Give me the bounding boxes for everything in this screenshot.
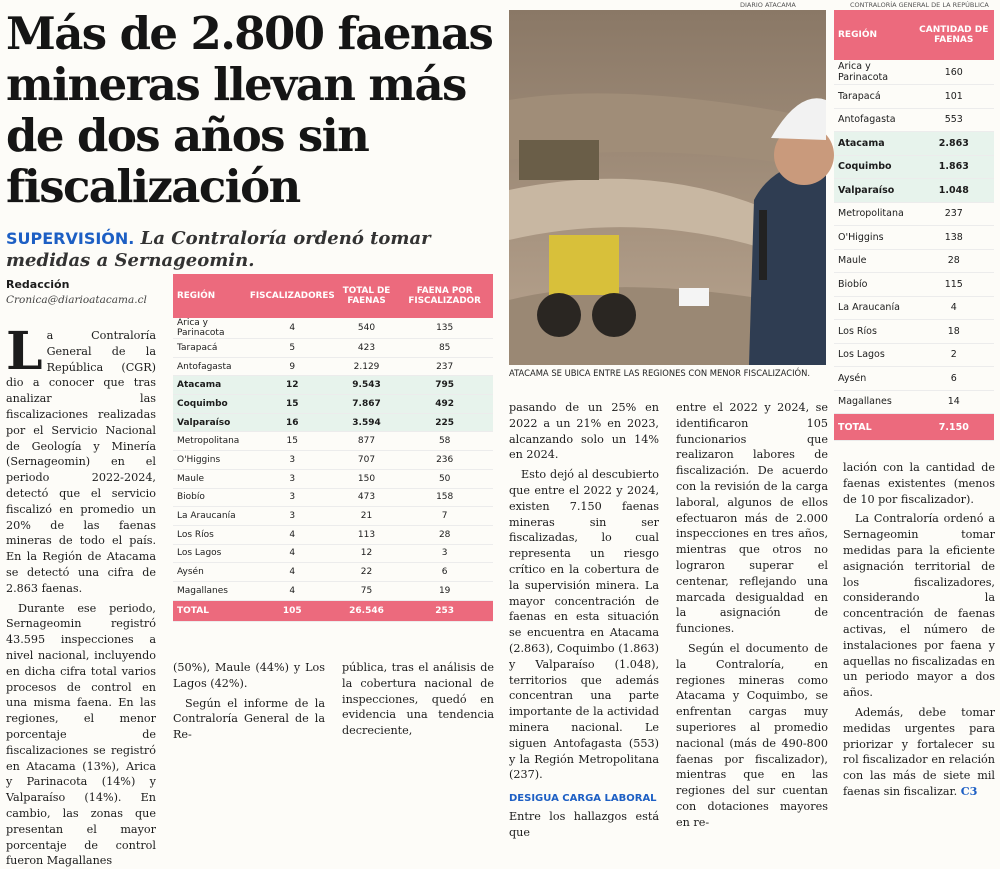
table-cell: TOTAL xyxy=(173,600,248,621)
body-column-1 xyxy=(6,321,156,868)
paragraph: La Contraloría ordenó a Sernageomin tomar medidas para la eficiente asignación territorial de los fiscalizadores, considerando la concentración de faenas activas, el número de instalaciones por faena y aquellas no fiscalizadas en un periodo mayor a dos años. xyxy=(843,512,995,700)
table-cell: 22 xyxy=(337,563,397,582)
table-cell: 707 xyxy=(337,451,397,470)
table-source: CONTRALORÍA GENERAL DE LA REPÚBLICA xyxy=(850,1,989,9)
table-cell: 5 xyxy=(248,339,337,358)
table-cell: 12 xyxy=(248,376,337,395)
table-row xyxy=(173,339,493,358)
table-cell: 237 xyxy=(396,357,493,376)
byline: Redacción xyxy=(6,278,70,291)
table-row xyxy=(173,469,493,488)
table-cell: Arica y Parinacota xyxy=(834,60,914,85)
table-cell: Antofagasta xyxy=(834,108,914,132)
table-row xyxy=(173,488,493,507)
paragraph: lación con la cantidad de faenas existentes (menos de 10 por fiscalizador). xyxy=(843,461,995,506)
table-cell: 236 xyxy=(396,451,493,470)
table-row xyxy=(173,451,493,470)
table-cell: 877 xyxy=(337,432,397,451)
table-cell: La Araucanía xyxy=(834,296,914,320)
total-row xyxy=(834,414,994,441)
table-cell: Atacama xyxy=(173,376,248,395)
table-cell: Los Ríos xyxy=(173,525,248,544)
table-cell: 19 xyxy=(396,581,493,600)
table-cell: 4 xyxy=(248,525,337,544)
table-cell: 14 xyxy=(914,390,994,414)
table-row xyxy=(173,395,493,414)
table-cell: Biobío xyxy=(173,488,248,507)
table-cell: 85 xyxy=(396,339,493,358)
table-cell: 1.048 xyxy=(914,179,994,203)
mine-photo xyxy=(509,10,826,365)
column-header: TOTAL DE FAENAS xyxy=(337,274,397,318)
body-column-2 xyxy=(173,660,325,742)
table-cell: 4 xyxy=(914,296,994,320)
photo-credit: DIARIO ATACAMA xyxy=(740,1,796,9)
table-cell: 12 xyxy=(337,544,397,563)
table-row xyxy=(173,525,493,544)
table-cell: Arica y Parinacota xyxy=(173,318,248,339)
table-row xyxy=(834,343,994,367)
table-cell: Antofagasta xyxy=(173,357,248,376)
table-cell: Maule xyxy=(173,469,248,488)
paragraph: (50%), Maule (44%) y Los Lagos (42%). xyxy=(173,661,325,690)
table-row xyxy=(834,226,994,250)
table-cell: 237 xyxy=(914,202,994,226)
table-cell: O'Higgins xyxy=(834,226,914,250)
table-cell: 158 xyxy=(396,488,493,507)
table-cell: 135 xyxy=(396,318,493,339)
table-cell: 6 xyxy=(914,367,994,391)
kicker xyxy=(6,228,496,272)
headline: Más de 2.800 faenas mineras llevan más de dos años sin fiscalización xyxy=(6,7,493,213)
table-cell: 138 xyxy=(914,226,994,250)
table-row xyxy=(173,581,493,600)
table-cell: 253 xyxy=(396,600,493,621)
table-cell: Coquimbo xyxy=(834,155,914,179)
table-cell: Maule xyxy=(834,249,914,273)
table-cell: 2 xyxy=(914,343,994,367)
paragraph: Durante ese periodo, Sernageomin registró 43.595 inspecciones a nivel nacional, incluyendo en dicha cifra total varios procesos de control en una misma faena. En las regiones, el menor porcentaje de fiscalizaciones se registró en Atacama (13%), Arica y Parinacota (14%) y Valparaíso (14%). En cambio, las zonas que presentan el mayor porcentaje de control fueron Magallanes xyxy=(6,601,156,868)
kicker-tag: SUPERVISIÓN. xyxy=(6,229,135,248)
table-cell: 50 xyxy=(396,469,493,488)
table-cell: 225 xyxy=(396,413,493,432)
body-column-5 xyxy=(676,400,828,829)
table-cell: 28 xyxy=(914,249,994,273)
table-cell: 3 xyxy=(248,507,337,526)
table-cell: 58 xyxy=(396,432,493,451)
paragraph: entre el 2022 y 2024, se identificaron 105 funcionarios que realizaron labores de fiscalización. De acuerdo con la revisión de la carga laboral, algunos de ellos efectuaron más de 2.000 inspecciones en tres años, mientras que otros no lograron superar el centenar, reflejando una marcada desigualdad en la asignación de funciones. xyxy=(676,401,828,636)
table-cell: 18 xyxy=(914,320,994,344)
table-cell: Aysén xyxy=(173,563,248,582)
table-row xyxy=(173,563,493,582)
table-row xyxy=(173,318,493,339)
paragraph: pública, tras el análisis de la cobertura nacional de inspecciones, quedó en evidencia una tendencia decreciente, xyxy=(342,661,494,738)
table-cell: Aysén xyxy=(834,367,914,391)
table-cell: 26.546 xyxy=(337,600,397,621)
table-cell: 3 xyxy=(248,469,337,488)
table-cell: 7.867 xyxy=(337,395,397,414)
table-cell: Tarapacá xyxy=(173,339,248,358)
inspectors-table xyxy=(173,274,493,622)
paragraph: Esto dejó al descubierto que entre el 2022 y 2024, existen 7.150 faenas mineras sin ser fiscalizadas, lo cual representa un riesgo crítico en la cobertura de la supervisión minera. La mayor concentración de faenas en esta situación se encuentra en Atacama (2.863), Coquimbo (1.863) y Valparaíso (1.048), territorios que además concentran una parte importante de la actividad minera nacional. Le siguen Antofagasta (553) y la Región Metropolitana (237). xyxy=(509,468,659,782)
table-cell: 3 xyxy=(396,544,493,563)
table-cell: 492 xyxy=(396,395,493,414)
table-cell: 795 xyxy=(396,376,493,395)
column-header: REGIÓN xyxy=(834,10,914,60)
photo-caption: ATACAMA SE UBICA ENTRE LAS REGIONES CON MENOR FISCALIZACIÓN. xyxy=(509,368,811,378)
column-header: FISCALIZADORES xyxy=(248,274,337,318)
kicker-text: La Contraloría ordenó tomar medidas a Sernageomin. xyxy=(6,228,431,271)
table-cell: Coquimbo xyxy=(173,395,248,414)
table-row xyxy=(173,413,493,432)
table-cell: Magallanes xyxy=(173,581,248,600)
table-cell: 4 xyxy=(248,581,337,600)
table-row xyxy=(834,273,994,297)
author-email[interactable]: Cronica@diarioatacama.cl xyxy=(6,294,147,306)
table-cell: 4 xyxy=(248,563,337,582)
table-cell: 9.543 xyxy=(337,376,397,395)
end-mark: C3 xyxy=(960,783,978,798)
table-row xyxy=(173,544,493,563)
table-cell: 9 xyxy=(248,357,337,376)
table-row xyxy=(834,320,994,344)
table-cell: TOTAL xyxy=(834,414,914,441)
table-cell: 28 xyxy=(396,525,493,544)
table-cell: 473 xyxy=(337,488,397,507)
table-cell: 105 xyxy=(248,600,337,621)
table-row xyxy=(834,108,994,132)
table-cell: Los Lagos xyxy=(834,343,914,367)
table-cell: Biobío xyxy=(834,273,914,297)
table-row xyxy=(173,432,493,451)
column-header: REGIÓN xyxy=(173,274,248,318)
table-row xyxy=(173,357,493,376)
paragraph: a Contraloría General de la República (CGR) dio a conocer que tras analizar las fiscalizaciones realizadas por el Servicio Nacional de Geología y Minería (Sernageomin) en el periodo 2022-2024, detectó que el servicio fiscalizó en promedio un 20% de las faenas mineras de todo el país. En la Región de Atacama se detectó una cifra de 2.863 faenas. xyxy=(6,329,156,595)
table-cell: Tarapacá xyxy=(834,85,914,109)
table-cell: 4 xyxy=(248,544,337,563)
table-cell: Los Lagos xyxy=(173,544,248,563)
table-cell: O'Higgins xyxy=(173,451,248,470)
body-column-4 xyxy=(509,400,659,839)
table-cell: 4 xyxy=(248,318,337,339)
table-cell: Atacama xyxy=(834,132,914,156)
paragraph: Según el informe de la Contraloría General de la Re- xyxy=(173,696,325,742)
paragraph: pasando de un 25% en 2022 a un 21% en 2023, alcanzando solo un 14% en 2024. xyxy=(509,401,659,462)
table-cell: 553 xyxy=(914,108,994,132)
table-cell: 6 xyxy=(396,563,493,582)
table-row xyxy=(834,155,994,179)
table-cell: 2.863 xyxy=(914,132,994,156)
table-cell: 160 xyxy=(914,60,994,85)
table-cell: Valparaíso xyxy=(834,179,914,203)
table-cell: 150 xyxy=(337,469,397,488)
table-cell: 3.594 xyxy=(337,413,397,432)
body-column-6 xyxy=(843,460,995,798)
table-row xyxy=(834,296,994,320)
total-row xyxy=(173,600,493,621)
table-cell: 101 xyxy=(914,85,994,109)
table-cell: 1.863 xyxy=(914,155,994,179)
table-row xyxy=(834,60,994,85)
table-cell: 423 xyxy=(337,339,397,358)
column-header: FAENA POR FISCALIZADOR xyxy=(396,274,493,318)
table-row xyxy=(834,132,994,156)
paragraph xyxy=(843,705,995,800)
body-column-3 xyxy=(342,660,494,738)
table-row xyxy=(834,202,994,226)
table-row xyxy=(834,249,994,273)
table-cell: 113 xyxy=(337,525,397,544)
table-row xyxy=(834,390,994,414)
table-cell: 3 xyxy=(248,488,337,507)
paragraph: Según el documento de la Contraloría, en regiones mineras como Atacama y Coquimbo, se enfrentan cargas muy superiores al promedio nacional (más de 490-800 faenas por fiscalizador), mientras que en las regiones del sur cuentan con dotaciones mayores en re- xyxy=(676,641,828,829)
table-cell: 540 xyxy=(337,318,397,339)
table-cell: 3 xyxy=(248,451,337,470)
table-cell: Metropolitana xyxy=(834,202,914,226)
column-header: CANTIDAD DE FAENAS xyxy=(914,10,994,60)
unsupervised-sites-table xyxy=(834,10,994,441)
subheading: DESIGUA CARGA LABORAL xyxy=(509,793,657,805)
table-cell: La Araucanía xyxy=(173,507,248,526)
table-row xyxy=(834,85,994,109)
table-row xyxy=(173,376,493,395)
table-cell: 75 xyxy=(337,581,397,600)
table-cell: 2.129 xyxy=(337,357,397,376)
table-row xyxy=(834,367,994,391)
table-cell: Los Ríos xyxy=(834,320,914,344)
table-cell: 7 xyxy=(396,507,493,526)
table-cell: Valparaíso xyxy=(173,413,248,432)
mine-photo-illustration xyxy=(509,10,826,365)
table-cell: 15 xyxy=(248,395,337,414)
table-cell: Metropolitana xyxy=(173,432,248,451)
table-cell: 115 xyxy=(914,273,994,297)
table-cell: 21 xyxy=(337,507,397,526)
table-row xyxy=(173,507,493,526)
table-cell: Magallanes xyxy=(834,390,914,414)
dropcap: L xyxy=(6,321,43,382)
table-cell: 15 xyxy=(248,432,337,451)
table-row xyxy=(834,179,994,203)
table-cell: 16 xyxy=(248,413,337,432)
table-cell: 7.150 xyxy=(914,414,994,441)
closing-text: Además, debe tomar medidas urgentes para priorizar y fortalecer su rol fiscalizador en relación con las más de siete mil faenas sin fiscalizar. xyxy=(843,705,995,798)
paragraph: Entre los hallazgos está que xyxy=(509,809,659,839)
